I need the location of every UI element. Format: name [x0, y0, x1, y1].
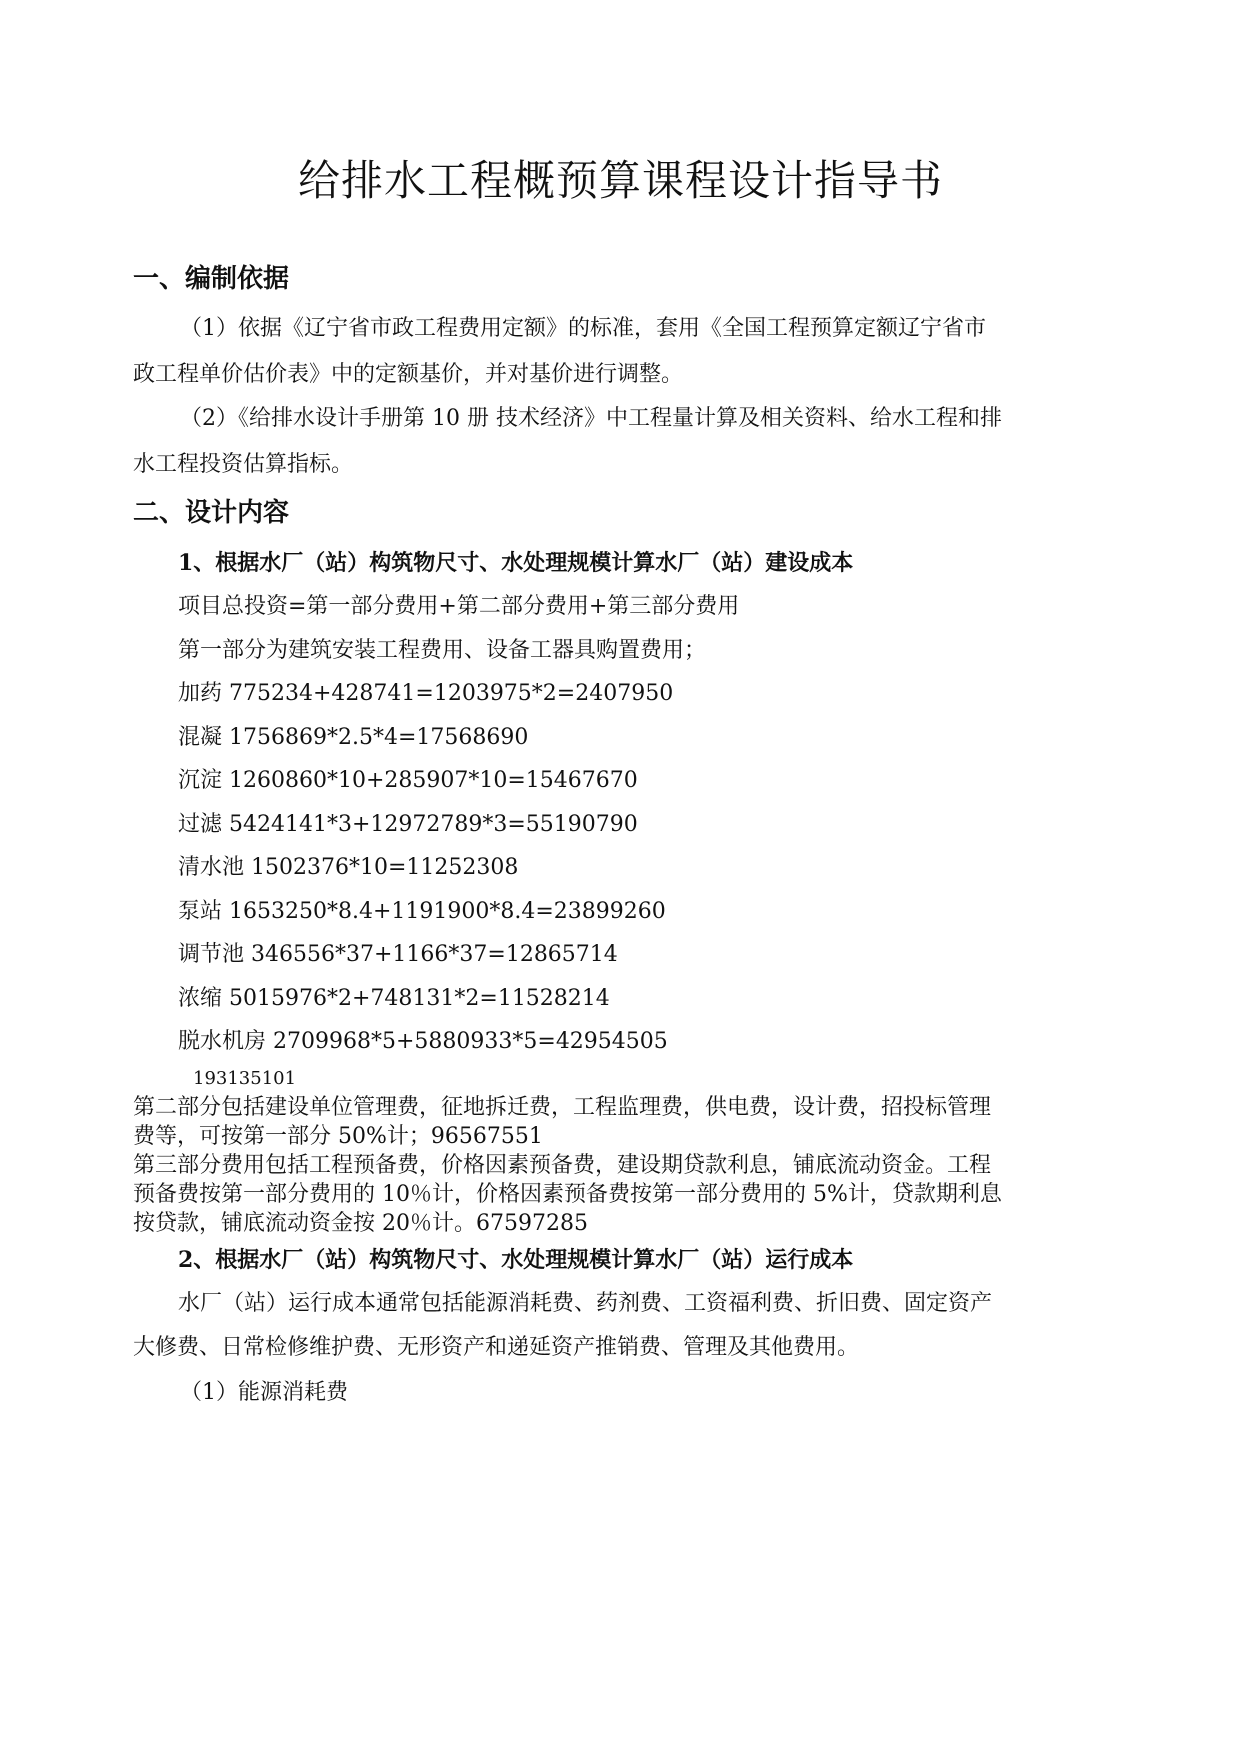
cost-item-sedimentation: 沉淀 1260860*10+285907*10=15467670 — [178, 768, 638, 793]
section-heading-content: 二、设计内容 — [133, 498, 290, 528]
part-one-description: 第一部分为建筑安装工程费用、设备工器具购置费用； — [178, 638, 707, 663]
basis-paragraph-2-line-1: （2）《给排水设计手册第 10 册 技术经济》中工程量计算及相关资料、给水工程和排 — [180, 406, 1002, 431]
cost-item-dosing: 加药 775234+428741=1203975*2=2407950 — [178, 681, 674, 706]
basis-paragraph-1-line-1: （1）依据《辽宁省市政工程费用定额》的标准，套用《全国工程预算定额辽宁省市 — [180, 316, 986, 341]
cost-item-coagulation: 混凝 1756869*2.5*4=17568690 — [178, 725, 529, 750]
basis-paragraph-2-line-2: 水工程投资估算指标。 — [133, 452, 354, 477]
part-two-line-1: 第二部分包括建设单位管理费，征地拆迁费，工程监理费，供电费，设计费，招投标管理 — [133, 1095, 992, 1120]
part-three-line-3: 按贷款，铺底流动资金按 20％计。67597285 — [133, 1211, 588, 1236]
page-title: 给排水工程概预算课程设计指导书 — [297, 156, 943, 205]
total-investment-formula: 项目总投资=第一部分费用+第二部分费用+第三部分费用 — [178, 594, 740, 619]
energy-consumption-heading: （1）能源消耗费 — [180, 1380, 348, 1405]
cost-item-clear-water-tank: 清水池 1502376*10=11252308 — [178, 855, 519, 880]
part-three-line-2: 预备费按第一部分费用的 10％计，价格因素预备费按第一部分费用的 5%计，贷款期利息 — [133, 1182, 1002, 1207]
subheading-operating-cost: 2、根据水厂（站）构筑物尺寸、水处理规模计算水厂（站）运行成本 — [178, 1247, 854, 1273]
operating-cost-line-2: 大修费、日常检修维护费、无形资产和递延资产推销费、管理及其他费用。 — [133, 1335, 860, 1360]
cost-item-filtration: 过滤 5424141*3+12972789*3=55190790 — [178, 812, 638, 837]
subheading-construction-cost: 1、根据水厂（站）构筑物尺寸、水处理规模计算水厂（站）建设成本 — [178, 550, 854, 576]
cost-item-pump-station: 泵站 1653250*8.4+1191900*8.4=23899260 — [178, 899, 666, 924]
operating-cost-line-1: 水厂（站）运行成本通常包括能源消耗费、药剂费、工资福利费、折旧费、固定资产 — [178, 1291, 993, 1316]
part-two-line-2: 费等，可按第一部分 50%计；96567551 — [133, 1124, 543, 1149]
basis-paragraph-1-line-2: 政工程单价估价表》中的定额基价，并对基价进行调整。 — [133, 362, 684, 387]
part-one-total: 193135101 — [193, 1068, 297, 1089]
section-heading-basis: 一、编制依据 — [133, 264, 290, 294]
cost-item-regulating-tank: 调节池 346556*37+1166*37=12865714 — [178, 942, 618, 967]
cost-item-thickening: 浓缩 5015976*2+748131*2=11528214 — [178, 986, 610, 1011]
part-three-line-1: 第三部分费用包括工程预备费，价格因素预备费，建设期贷款利息，铺底流动资金。工程 — [133, 1153, 992, 1178]
cost-item-dewatering-room: 脱水机房 2709968*5+5880933*5=42954505 — [178, 1029, 668, 1054]
